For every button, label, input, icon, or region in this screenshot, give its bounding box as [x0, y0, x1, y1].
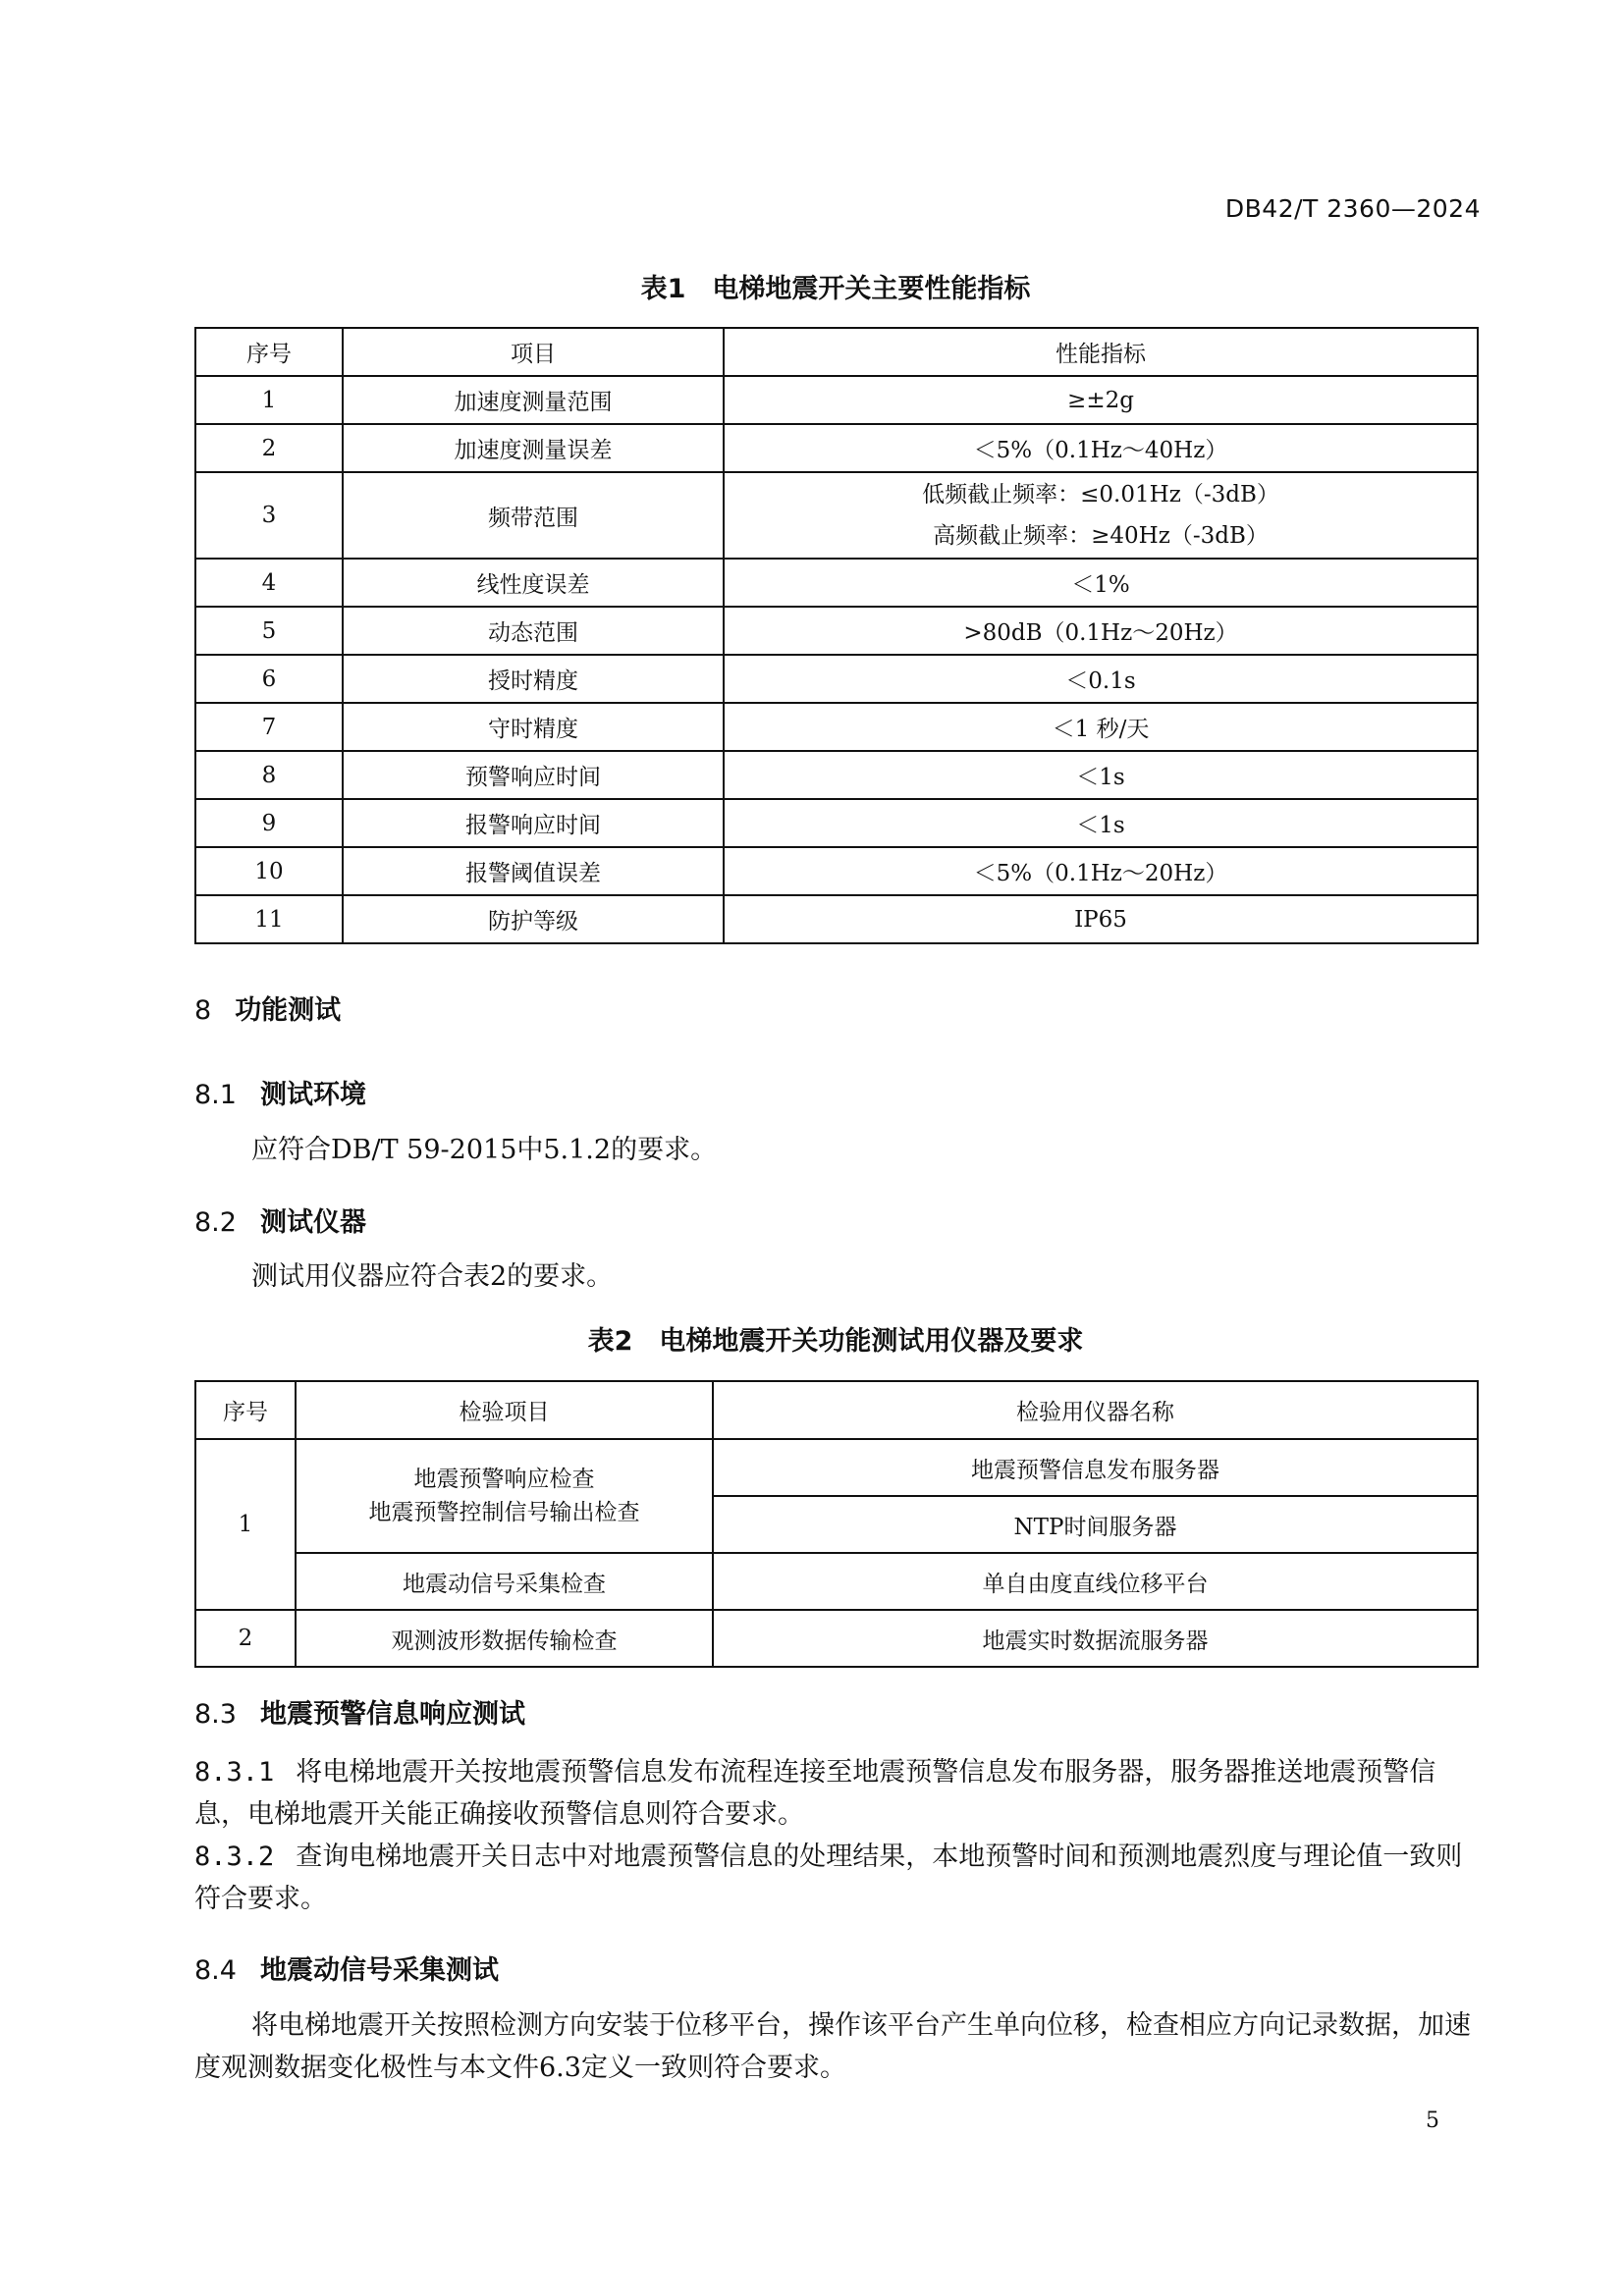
clause-number: 8.3.2 — [194, 1842, 275, 1872]
table-row — [195, 847, 1478, 895]
row-spec: ＜1 秒/天 — [724, 703, 1478, 751]
table1-header-item: 项目 — [343, 328, 724, 376]
row-item: 守时精度 — [343, 703, 724, 751]
row-item: 动态范围 — [343, 607, 724, 655]
clause-8-3-1 — [194, 1751, 1477, 1836]
section-8-2-text: 测试用仪器应符合表2的要求。 — [251, 1261, 614, 1292]
row-instrument: 地震实时数据流服务器 — [713, 1610, 1478, 1667]
row-no: 5 — [195, 607, 343, 655]
table-row — [195, 655, 1478, 703]
section-title: 地震动信号采集测试 — [259, 1955, 499, 1986]
row-no: 9 — [195, 799, 343, 847]
row-no: 10 — [195, 847, 343, 895]
table-row — [195, 799, 1478, 847]
table-row — [195, 1553, 1478, 1610]
section-number: 8.3 — [194, 1699, 237, 1730]
row-item: 观测波形数据传输检查 — [296, 1610, 713, 1667]
row-spec: ＜1s — [724, 751, 1478, 799]
row-no: 6 — [195, 655, 343, 703]
row-item: 加速度测量误差 — [343, 424, 724, 472]
section-8-1-heading — [194, 1073, 366, 1111]
row-spec: ＜1s — [724, 799, 1478, 847]
row-no: 8 — [195, 751, 343, 799]
table2-caption: 表2 电梯地震开关功能测试用仪器及要求 — [587, 1326, 1084, 1357]
row-item: 预警响应时间 — [343, 751, 724, 799]
spec-line-high-cutoff: 高频截止频率：≥40Hz（-3dB） — [933, 523, 1269, 549]
row-item: 报警响应时间 — [343, 799, 724, 847]
table1-header-no: 序号 — [195, 328, 343, 376]
row-no: 11 — [195, 895, 343, 943]
table1-caption: 表1 电梯地震开关主要性能指标 — [640, 274, 1031, 304]
row-spec — [724, 472, 1478, 559]
section-title: 测试仪器 — [259, 1207, 366, 1238]
section-number: 8 — [194, 995, 212, 1026]
section-8-heading — [194, 988, 341, 1027]
row-item — [296, 1439, 713, 1553]
row-no: 2 — [195, 1610, 296, 1667]
section-number: 8.1 — [194, 1080, 237, 1110]
table1-performance-specs — [194, 327, 1479, 944]
table2-header-row — [195, 1381, 1478, 1439]
row-item: 地震动信号采集检查 — [296, 1553, 713, 1610]
row-spec: IP65 — [724, 895, 1478, 943]
section-number: 8.2 — [194, 1207, 237, 1238]
table-row — [195, 1610, 1478, 1667]
table-row — [195, 424, 1478, 472]
clause-text: 查询电梯地震开关日志中对地震预警信息的处理结果，本地预警时间和预测地震烈度与理论值一致则符合要求。 — [194, 1842, 1463, 1914]
clause-8-3-2 — [194, 1836, 1477, 1920]
document-id: DB42/T 2360—2024 — [1224, 194, 1481, 223]
table1-header-row — [195, 328, 1478, 376]
section-title: 测试环境 — [259, 1080, 366, 1110]
row-item: 线性度误差 — [343, 559, 724, 607]
section-8-4-heading — [194, 1949, 499, 1987]
row-no: 2 — [195, 424, 343, 472]
table-row — [195, 1439, 1478, 1496]
row-item: 防护等级 — [343, 895, 724, 943]
table2-header-item: 检验项目 — [296, 1381, 713, 1439]
table-row — [195, 607, 1478, 655]
row-no: 1 — [195, 1439, 296, 1610]
table1-header-spec: 性能指标 — [724, 328, 1478, 376]
row-instrument: 单自由度直线位移平台 — [713, 1553, 1478, 1610]
row-spec: ＜1% — [724, 559, 1478, 607]
table-row — [195, 472, 1478, 559]
row-instrument: 地震预警信息发布服务器 — [713, 1439, 1478, 1496]
row-no: 3 — [195, 472, 343, 559]
section-8-3-heading — [194, 1692, 525, 1731]
row-item: 报警阈值误差 — [343, 847, 724, 895]
section-8-1-text: 应符合DB/T 59-2015中5.1.2的要求。 — [251, 1135, 718, 1165]
section-8-2-heading — [194, 1201, 366, 1239]
row-item: 授时精度 — [343, 655, 724, 703]
row-no: 7 — [195, 703, 343, 751]
table-row — [195, 559, 1478, 607]
table2-test-instruments — [194, 1380, 1479, 1668]
item-line-control-signal: 地震预警控制信号输出检查 — [368, 1500, 640, 1525]
row-item: 加速度测量范围 — [343, 376, 724, 424]
clause-number: 8.3.1 — [194, 1757, 275, 1788]
table2-header-no: 序号 — [195, 1381, 296, 1439]
item-line-warning-response: 地震预警响应检查 — [413, 1467, 595, 1492]
table-row — [195, 376, 1478, 424]
clause-text: 将电梯地震开关按地震预警信息发布流程连接至地震预警信息发布服务器，服务器推送地震预警信息，电梯地震开关能正确接收预警信息则符合要求。 — [194, 1757, 1436, 1830]
section-title: 功能测试 — [235, 995, 342, 1026]
row-instrument: NTP时间服务器 — [713, 1496, 1478, 1553]
table-row — [195, 703, 1478, 751]
table2-header-instrument: 检验用仪器名称 — [713, 1381, 1478, 1439]
row-spec: ≥±2g — [724, 376, 1478, 424]
section-8-4-text: 将电梯地震开关按照检测方向安装于位移平台，操作该平台产生单向位移，检查相应方向记录数据，加速度观测数据变化极性与本文件6.3定义一致则符合要求。 — [194, 2010, 1471, 2083]
row-no: 1 — [195, 376, 343, 424]
table-row — [195, 751, 1478, 799]
row-no: 4 — [195, 559, 343, 607]
row-spec: ＜0.1s — [724, 655, 1478, 703]
row-spec: ＜5%（0.1Hz～40Hz） — [724, 424, 1478, 472]
spec-line-low-cutoff: 低频截止频率：≤0.01Hz（-3dB） — [922, 482, 1279, 507]
page-number: 5 — [1426, 2109, 1439, 2133]
section-title: 地震预警信息响应测试 — [259, 1699, 525, 1730]
table-row — [195, 895, 1478, 943]
row-spec: >80dB（0.1Hz～20Hz） — [724, 607, 1478, 655]
section-number: 8.4 — [194, 1955, 237, 1986]
row-spec: ＜5%（0.1Hz～20Hz） — [724, 847, 1478, 895]
row-item: 频带范围 — [343, 472, 724, 559]
